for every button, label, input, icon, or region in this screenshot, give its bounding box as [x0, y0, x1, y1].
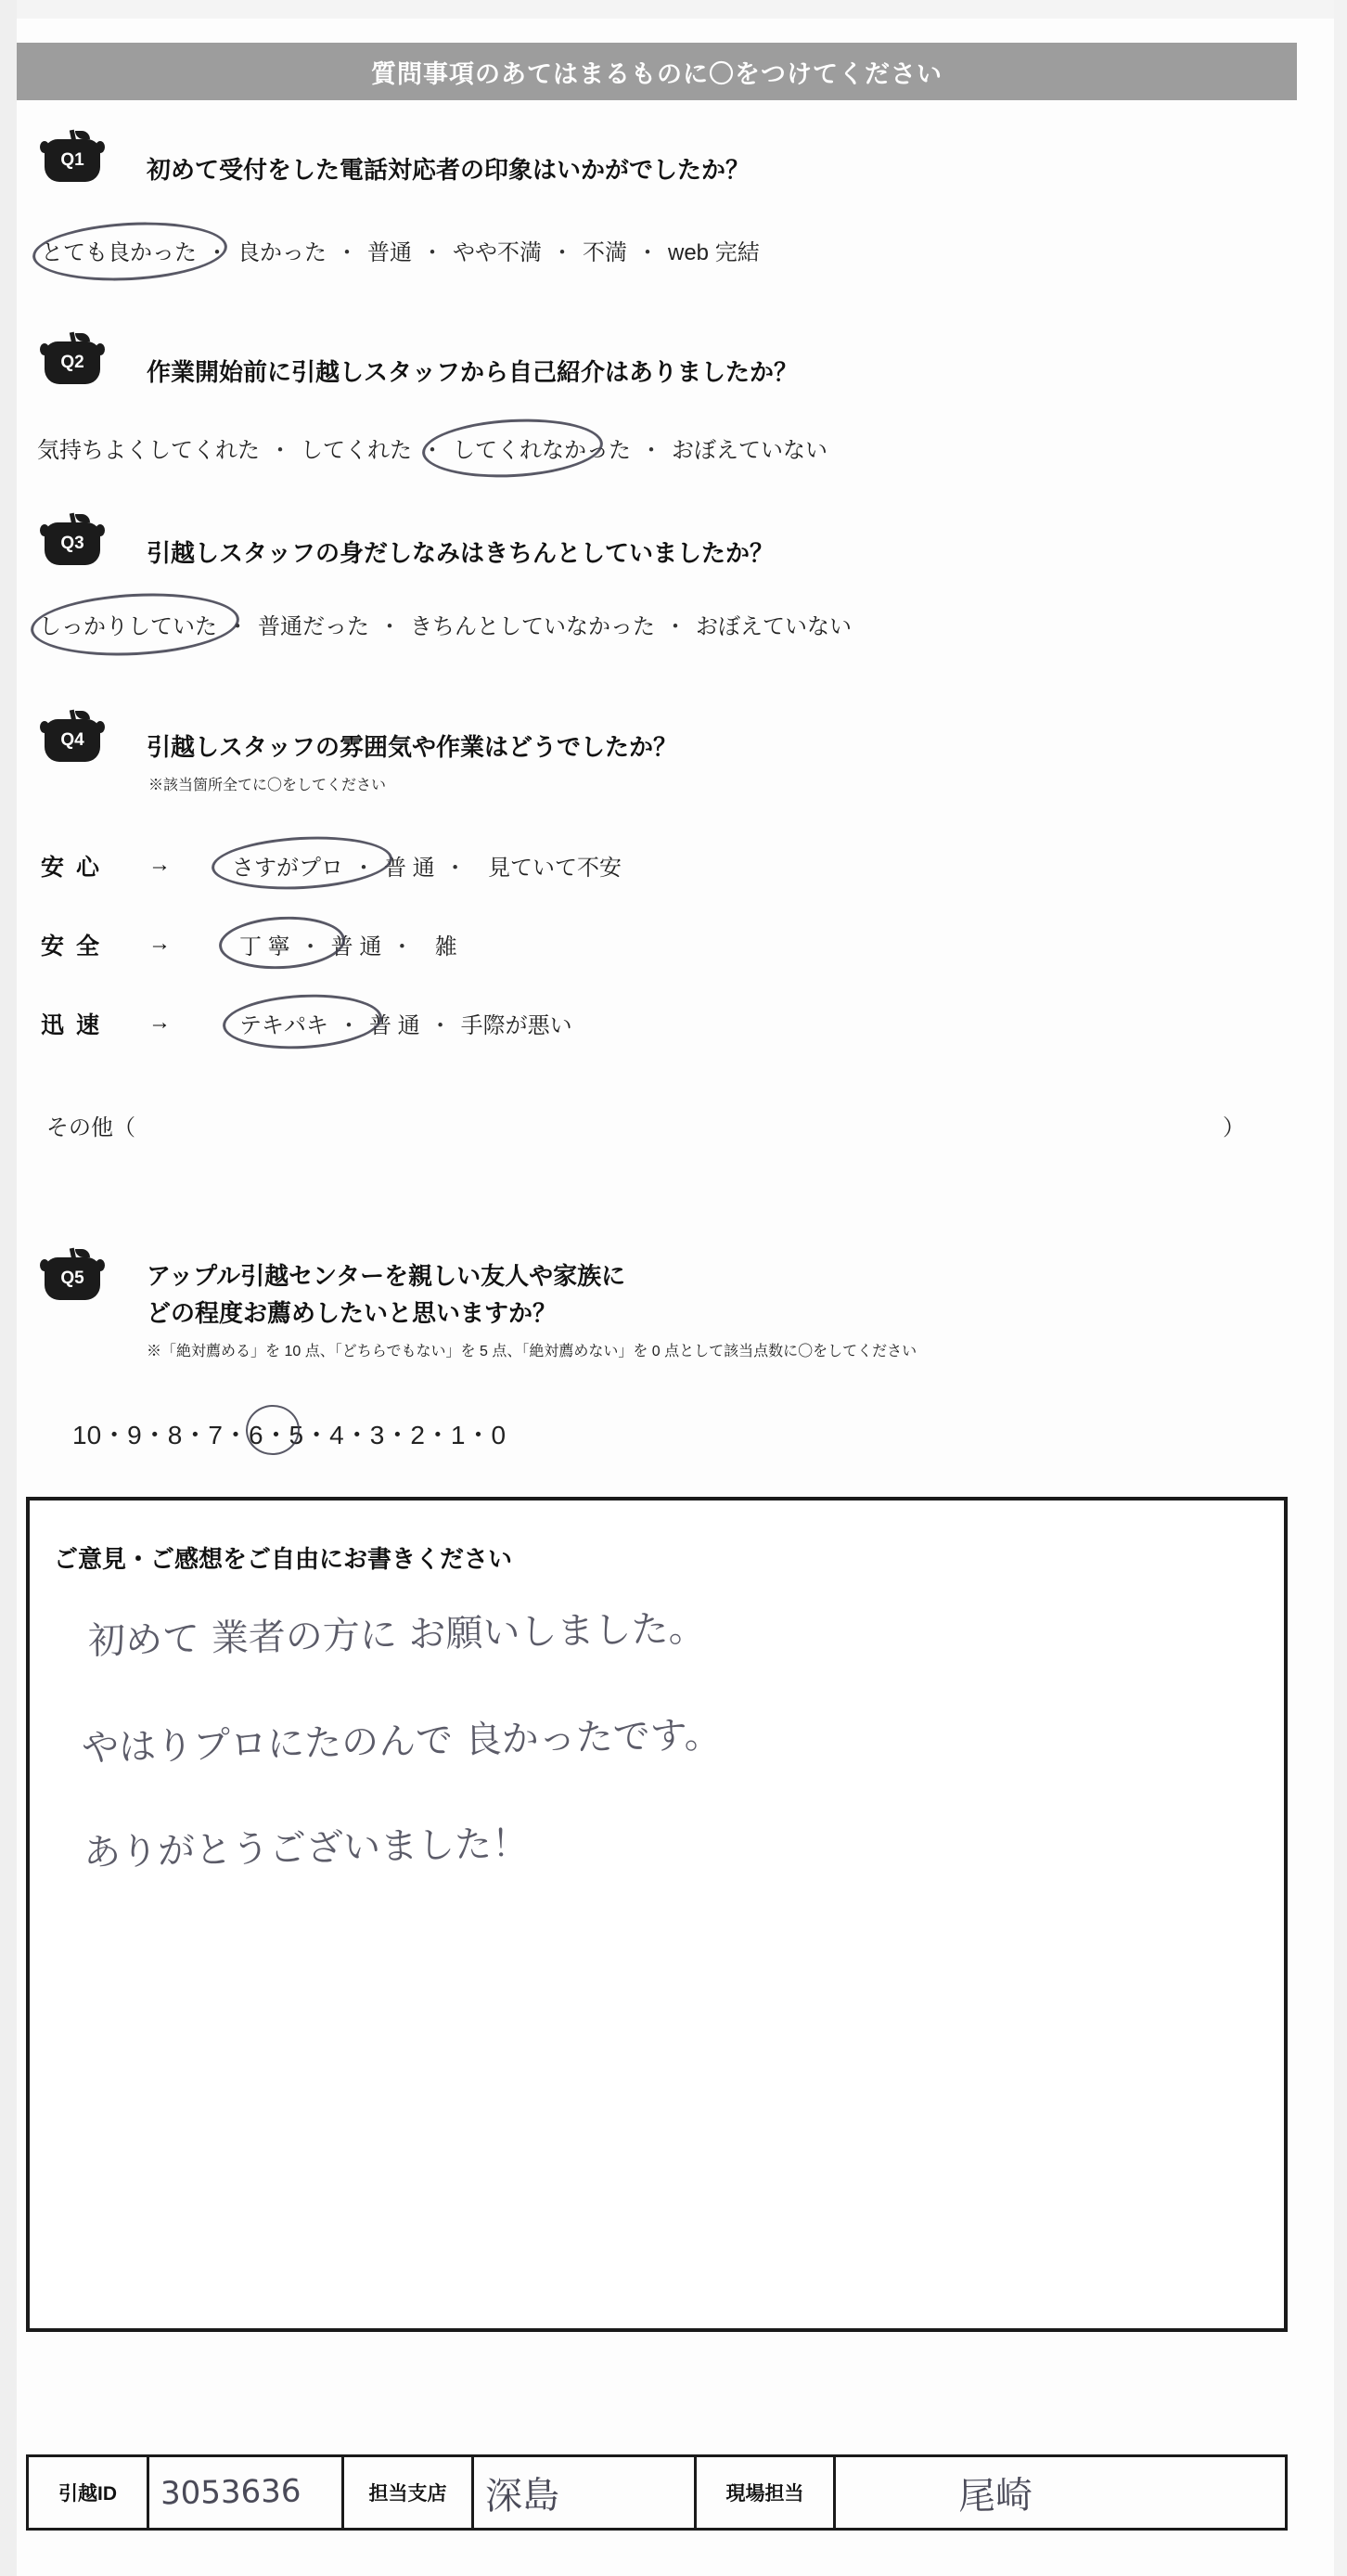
- question-title-q2: 作業開始前に引越しスタッフから自己紹介はありましたか？: [147, 358, 799, 386]
- handwritten-circle-q4-row1: [218, 913, 347, 972]
- question-title-q3: 引越しスタッフの身だしなみはきちんとしていましたか？: [147, 539, 775, 567]
- q4-row-arrow-1: →: [148, 931, 171, 956]
- question-title-q4: 引越しスタッフの雰囲気や作業はどうでしたか？: [147, 733, 678, 761]
- scale-option-1[interactable]: 1: [450, 1421, 466, 1449]
- scale-option-2[interactable]: 2: [410, 1421, 425, 1449]
- option-q2-1[interactable]: してくれた: [301, 438, 412, 463]
- option-q1-0[interactable]: とても良かった: [41, 240, 197, 265]
- question-badge-label-q5: Q5: [60, 1269, 84, 1288]
- question-badge-q3: [45, 513, 100, 565]
- footer-branch-cell: [474, 2457, 697, 2528]
- option-q4-2-2[interactable]: 手際が悪い: [460, 1013, 572, 1038]
- apple-leaf-icon: [75, 131, 90, 139]
- handwritten-circle-q1: [32, 218, 229, 286]
- comment-line-2: ありがとうございました！: [83, 1822, 530, 1875]
- option-q4-2-0[interactable]: テキパキ: [239, 1013, 328, 1038]
- option-q4-1-2[interactable]: 雑: [434, 934, 457, 960]
- question-title-q5-line2: どの程度お薦めしたいと思いますか？: [147, 1299, 558, 1327]
- option-q4-0-0[interactable]: さすがプロ: [232, 856, 343, 881]
- option-q1-4[interactable]: 不満: [583, 240, 627, 265]
- handwritten-circle-q3: [29, 588, 240, 661]
- option-q3-0[interactable]: しっかりしていた: [39, 614, 217, 639]
- q4-row-label-0: 安 心: [41, 855, 102, 881]
- scale-option-5[interactable]: 5: [289, 1421, 304, 1449]
- question-badge-q2: [45, 332, 100, 384]
- q4-row-options-0: さすがプロ ・ 普 通 ・ 見ていて不安: [232, 856, 622, 881]
- option-q3-3[interactable]: おぼえていない: [696, 614, 852, 639]
- scan-edge-right: [1334, 0, 1347, 2576]
- option-q2-3[interactable]: おぼえていない: [672, 438, 827, 463]
- scale-option-9[interactable]: 9: [127, 1421, 142, 1449]
- question-title-q1: 初めて受付をした電話対応者の印象はいかがでしたか？: [147, 156, 750, 184]
- header-banner-text: 質問事項のあてはまるものに〇をつけてください: [371, 59, 943, 88]
- footer-staff-value: 尾崎: [957, 2473, 1033, 2518]
- comment-line-0: 初めて 業者の方に お願いしました。: [87, 1607, 706, 1663]
- question-badge-q4: [45, 710, 100, 762]
- option-q4-0-1[interactable]: 普 通: [384, 856, 435, 881]
- q4-row-options-1: 丁 寧 ・ 普 通 ・ 雑: [239, 934, 457, 960]
- option-q2-0[interactable]: 気持ちよくしてくれた: [37, 438, 260, 463]
- question-badge-q1: [45, 130, 100, 182]
- scan-edge-top: [0, 0, 1347, 19]
- handwritten-circle-q4-row2: [222, 991, 384, 1053]
- option-q4-0-2[interactable]: 見ていて不安: [488, 856, 622, 881]
- option-q4-2-1[interactable]: 普 通: [369, 1013, 420, 1038]
- q4-row-arrow-0: →: [148, 852, 171, 877]
- option-q1-5[interactable]: web 完結: [668, 240, 760, 265]
- comment-box-title: ご意見・ご感想をご自由にお書きください: [54, 1545, 513, 1573]
- apple-leaf-icon: [75, 514, 90, 522]
- q5-scale: 10・9・8・7・6・5・4・3・2・1・0: [72, 1421, 507, 1449]
- footer-table: [26, 2454, 1288, 2531]
- q4-row-label-2: 迅 速: [41, 1012, 102, 1038]
- scale-option-3[interactable]: 3: [369, 1421, 385, 1449]
- footer-branch-label: 担当支店: [344, 2457, 474, 2528]
- option-q3-2[interactable]: きちんとしていなかった: [410, 614, 655, 639]
- apple-leaf-icon: [75, 1249, 90, 1257]
- option-q1-1[interactable]: 良かった: [237, 240, 327, 265]
- option-q2-2[interactable]: してくれなかった: [453, 438, 631, 463]
- q4-other-label: その他（: [46, 1115, 135, 1140]
- scale-option-10[interactable]: 10: [72, 1421, 102, 1449]
- scale-option-6[interactable]: 6: [248, 1421, 263, 1449]
- q4-other-close: ）: [1223, 1115, 1245, 1140]
- question-note-q5: ※「絶対薦める」を 10 点、「どちらでもない」を 5 点、「絶対薦めない」を 0 点として該当点数に〇をしてください: [147, 1344, 917, 1359]
- handwritten-circle-q2: [421, 415, 605, 482]
- footer-staff-label: 現場担当: [697, 2457, 836, 2528]
- scale-option-7[interactable]: 7: [208, 1421, 223, 1449]
- apple-leaf-icon: [75, 711, 90, 719]
- question-badge-label-q2: Q2: [60, 353, 84, 372]
- question-badge-label-q3: Q3: [60, 534, 84, 553]
- option-q4-1-1[interactable]: 普 通: [330, 934, 382, 960]
- question-note-q4: ※該当箇所全てに〇をしてください: [148, 778, 387, 793]
- option-q1-3[interactable]: やや不満: [453, 240, 542, 265]
- footer-move-id-value: 3053636: [160, 2472, 301, 2513]
- question-badge-label-q1: Q1: [60, 150, 84, 170]
- option-q1-2[interactable]: 普通: [367, 240, 412, 265]
- question-options-q1: とても良かった ・ 良かった ・ 普通 ・ やや不満 ・ 不満 ・ web 完結: [41, 240, 760, 265]
- question-badge-q5: [45, 1248, 100, 1300]
- q4-row-label-1: 安 全: [41, 934, 102, 960]
- footer-move-id-label: 引越ID: [29, 2457, 149, 2528]
- scale-option-8[interactable]: 8: [167, 1421, 183, 1449]
- footer-move-id-cell: [149, 2457, 344, 2528]
- scan-edge-left: [0, 0, 17, 2576]
- header-banner: [17, 43, 1297, 100]
- footer-staff-cell: [836, 2457, 1285, 2528]
- footer-branch-value: 深島: [484, 2473, 560, 2518]
- question-options-q3: しっかりしていた ・ 普通だった ・ きちんとしていなかった ・ おぼえていない: [39, 614, 852, 639]
- question-badge-label-q4: Q4: [60, 730, 84, 750]
- comment-line-1: やはりプロにたのんで 良かったです。: [81, 1713, 722, 1771]
- question-title-q5-line1: アップル引越センターを親しい友人や家族に: [147, 1262, 626, 1290]
- scale-option-0[interactable]: 0: [491, 1421, 507, 1449]
- q4-row-options-2: テキパキ ・ 普 通 ・ 手際が悪い: [239, 1013, 572, 1038]
- scale-option-4[interactable]: 4: [329, 1421, 344, 1449]
- question-options-q2: 気持ちよくしてくれた ・ してくれた ・ してくれなかった ・ おぼえていない: [37, 438, 827, 463]
- q4-row-arrow-2: →: [148, 1010, 171, 1035]
- apple-leaf-icon: [75, 333, 90, 341]
- option-q3-1[interactable]: 普通だった: [258, 614, 369, 639]
- handwritten-circle-q4-row0: [211, 832, 394, 894]
- option-q4-1-0[interactable]: 丁 寧: [239, 934, 290, 960]
